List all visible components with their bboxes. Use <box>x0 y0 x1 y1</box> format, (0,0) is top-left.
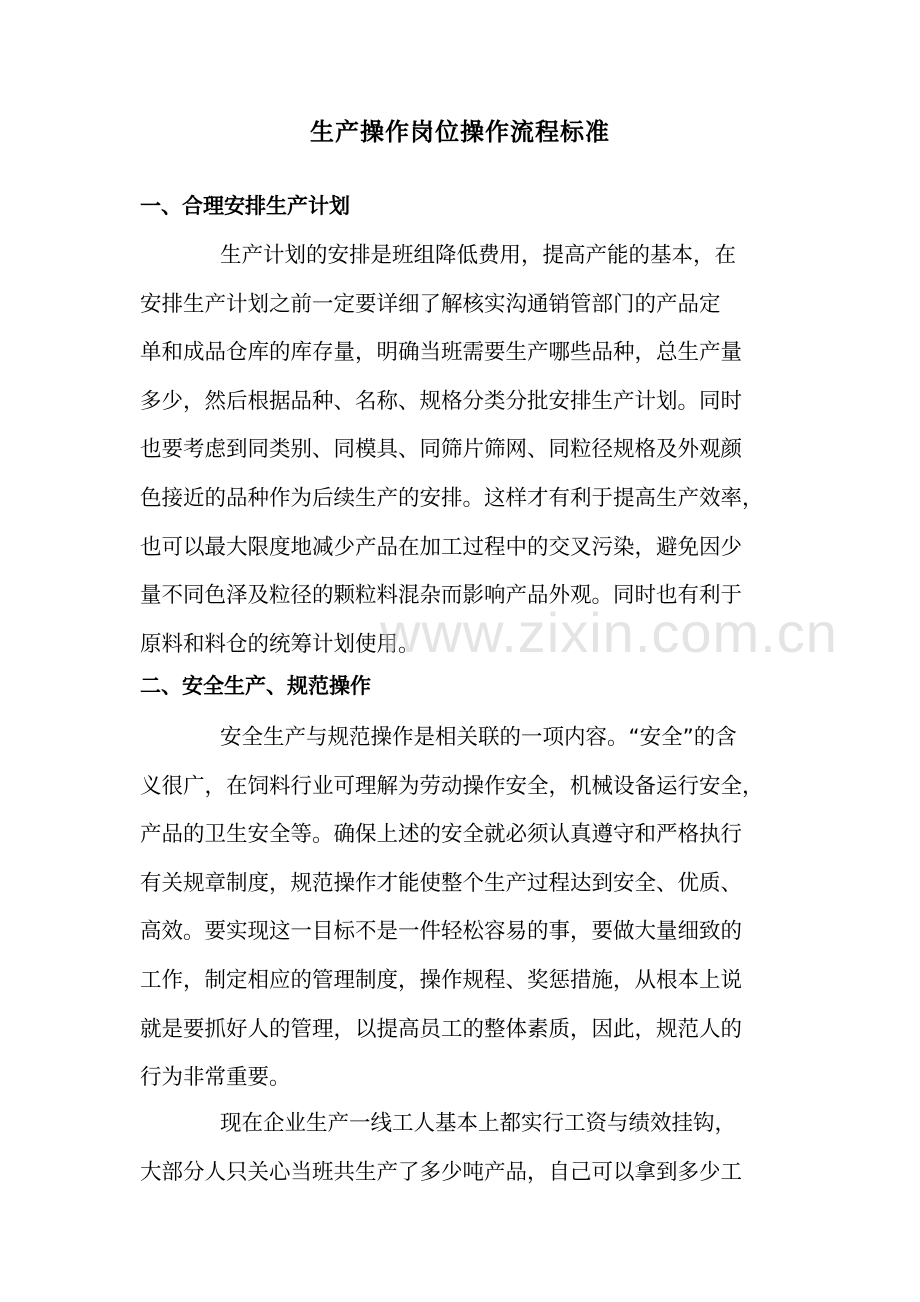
paragraph-line: 行为非常重要。 <box>140 1065 291 1091</box>
paragraph-line: 有关规章制度，规范操作才能使整个生产过程达到安全、优质、 <box>140 870 743 896</box>
section-heading-1: 一、合理安排生产计划 <box>140 194 350 218</box>
paragraph-line: 义很广，在饲料行业可理解为劳动操作安全，机械设备运行安全， <box>140 773 764 799</box>
page-title: 生产操作岗位操作流程标准 <box>310 118 610 146</box>
paragraph-line: 产品的卫生安全等。确保上述的安全就必须认真遵守和严格执行 <box>140 822 743 848</box>
paragraph-line: 高效。要实现这一目标不是一件轻松容易的事，要做大量细致的 <box>140 919 743 945</box>
paragraph-line: 也要考虑到同类别、同模具、同筛片筛网、同粒径规格及外观颜 <box>140 437 743 463</box>
paragraph-line: 多少，然后根据品种、名称、规格分类分批安排生产计划。同时 <box>140 388 743 414</box>
paragraph-line: 安排生产计划之前一定要详细了解核实沟通销管部门的产品定 <box>140 291 721 317</box>
paragraph-line: 安全生产与规范操作是相关联的一项内容。“安全”的含 <box>220 725 737 750</box>
paragraph-line: 就是要抓好人的管理，以提高员工的整体素质，因此，规范人的 <box>140 1016 743 1042</box>
paragraph-line: 现在企业生产一线工人基本上都实行工资与绩效挂钩， <box>220 1111 737 1136</box>
section-heading-2: 二、安全生产、规范操作 <box>140 674 371 698</box>
section-1-paragraph-1 <box>140 232 782 669</box>
paragraph-line: 大部分人只关心当班共生产了多少吨产品，自己可以拿到多少工 <box>140 1159 743 1185</box>
section-2-paragraph-2 <box>140 1100 782 1197</box>
watermark-text: www.zixin.com.cn <box>380 601 838 664</box>
paragraph-line: 量不同色泽及粒径的颗粒料混杂而影响产品外观。同时也有利于 <box>140 583 743 609</box>
paragraph-line: 工作，制定相应的管理制度，操作规程、奖惩措施，从根本上说 <box>140 967 743 993</box>
paragraph-line: 单和成品仓库的库存量，明确当班需要生产哪些品种，总生产量 <box>140 340 743 366</box>
paragraph-line: 也可以最大限度地减少产品在加工过程中的交叉污染，避免因少 <box>140 534 743 560</box>
section-2-paragraph-1 <box>140 714 782 1103</box>
paragraph-line: 色接近的品种作为后续生产的安排。这样才有利于提高生产效率， <box>140 485 764 511</box>
paragraph-line: 原料和料仓的统筹计划使用。 <box>140 631 420 657</box>
paragraph-line: 生产计划的安排是班组降低费用，提高产能的基本，在 <box>220 243 737 268</box>
